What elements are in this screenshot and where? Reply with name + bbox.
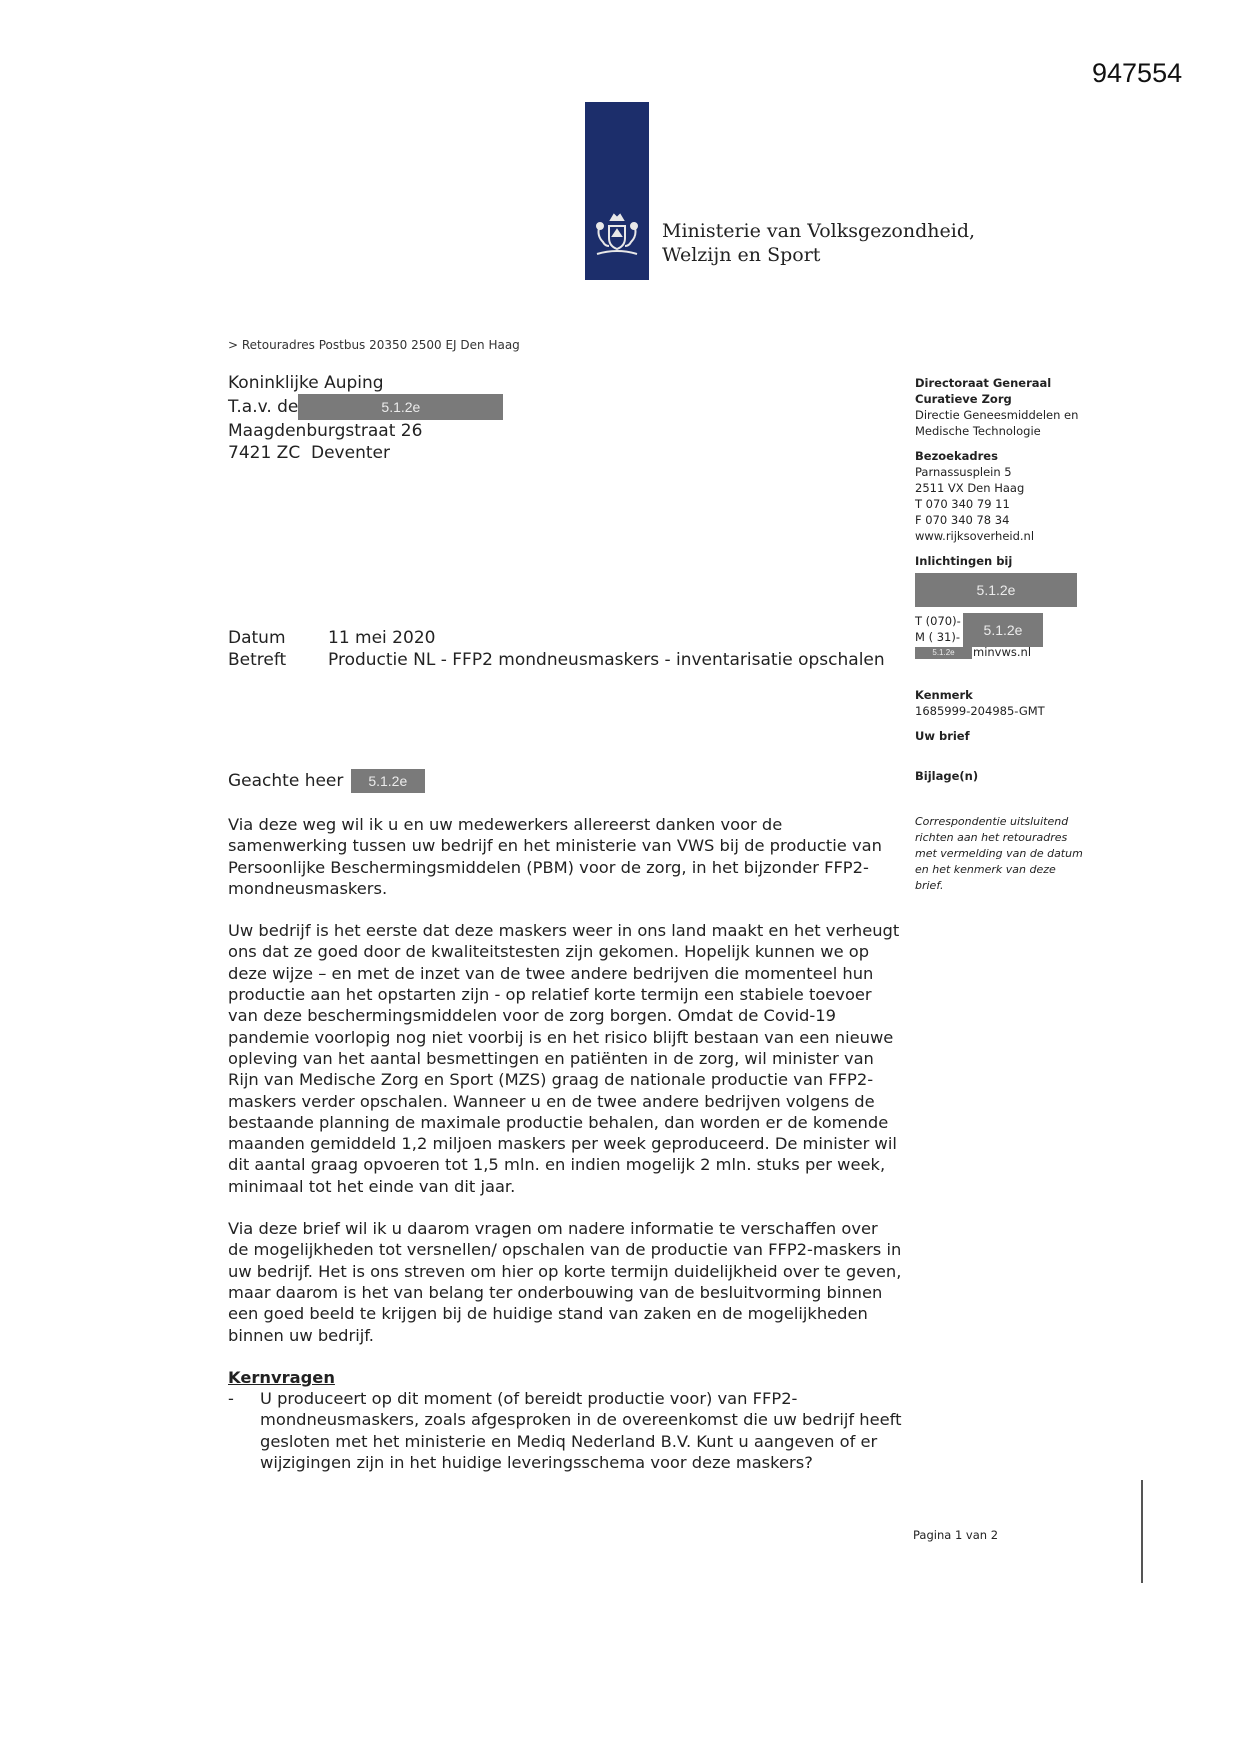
list-item-text: U produceert op dit moment (of bereidt productie voor) van FFP2-mondneusmaskers, zoals afgesproken in de overeenkomst die uw bedrijf heeft gesloten met het ministerie en Mediq Nederland B.V. Kunt u aangeven of er wijzigingen zijn in het huidige leveringsschema voor deze maskers? xyxy=(260,1389,902,1473)
contact-phone-lines xyxy=(915,613,1085,661)
scan-edge-line xyxy=(1141,1480,1143,1583)
website-link[interactable]: www.rijksoverheid.nl xyxy=(915,529,1035,543)
paragraph: Via deze brief wil ik u daarom vragen om nadere informatie te verschaffen over de mogelijkheden tot versnellen/ opschalen van de productie van FFP2-maskers in uw bedrijf. Het is ons streven om hier op korte termijn duidelijkheid over te geven, maar daarom is het van belang ter onderbouwing van de besluitvorming binnen een goed beeld te krijgen bij de huidige stand van zaken en de mogelijkheden binnen uw bedrijf. xyxy=(228,1219,902,1345)
reference-label: Kenmerk xyxy=(915,688,973,702)
visit-phone: T 070 340 79 11 xyxy=(915,497,1010,511)
letter-body xyxy=(228,814,903,1473)
recipient-company: Koninklijke Auping xyxy=(228,373,384,393)
correspondence-notice: Correspondentie uitsluitend richten aan het retouradres met vermelding van de datum en het kenmerk van deze brief. xyxy=(915,815,1083,892)
visit-street: Parnassusplein 5 xyxy=(915,465,1012,479)
letter-meta xyxy=(228,627,888,671)
visit-fax: F 070 340 78 34 xyxy=(915,513,1010,527)
recipient-postcode: 7421 ZC xyxy=(228,443,301,463)
redaction-box: 5.1.2e xyxy=(298,394,503,420)
directorate-line-1: Directie Geneesmiddelen en xyxy=(915,408,1079,422)
visit-address-block xyxy=(915,448,1085,544)
info-label: Inlichtingen bij xyxy=(915,554,1013,568)
page-number: Pagina 1 van 2 xyxy=(913,1528,999,1542)
recipient-city: Deventer xyxy=(311,443,390,463)
phone-m-label: M ( 31)- xyxy=(915,630,960,644)
redaction-box: 5.1.2e xyxy=(351,769,425,793)
salutation xyxy=(228,769,425,793)
dg-line-1: Directoraat Generaal xyxy=(915,376,1052,390)
ministry-name-line-1: Ministerie van Volksgezondheid, xyxy=(662,220,976,242)
attention-prefix: T.a.v. de xyxy=(228,397,299,417)
government-logo xyxy=(585,102,649,280)
recipient-street: Maagdenburgstraat 26 xyxy=(228,421,423,441)
directorate-line-2: Medische Technologie xyxy=(915,424,1041,438)
reference-value: 1685999-204985-GMT xyxy=(915,704,1045,718)
subject-label: Betreft xyxy=(228,650,287,670)
redaction-box: 5.1.2e xyxy=(963,613,1043,647)
reference-block xyxy=(915,687,1085,784)
document-number: 947554 xyxy=(1092,58,1183,88)
attachments-label: Bijlage(n) xyxy=(915,769,979,783)
recipient-attention xyxy=(228,394,503,420)
redaction-box: 5.1.2e xyxy=(915,647,972,659)
ministry-name xyxy=(662,219,975,267)
phone-t-label: T (070)- xyxy=(915,614,961,628)
recipient-city-line xyxy=(228,442,503,464)
email-domain: minvws.nl xyxy=(973,645,1032,659)
subject-value: Productie NL - FFP2 mondneusmaskers - inventarisatie opschalen xyxy=(328,650,885,670)
directorate-block xyxy=(915,375,1085,439)
section-heading: Kernvragen xyxy=(228,1367,335,1387)
date-label: Datum xyxy=(228,628,286,648)
redaction-box: 5.1.2e xyxy=(915,573,1077,607)
salutation-text: Geachte heer xyxy=(228,771,344,791)
sender-sidebar xyxy=(915,375,1085,894)
visit-city: 2511 VX Den Haag xyxy=(915,481,1025,495)
coat-of-arms-icon xyxy=(591,210,643,262)
visit-address-label: Bezoekadres xyxy=(915,449,998,463)
list-item xyxy=(228,1388,903,1473)
dg-line-2: Curatieve Zorg xyxy=(915,392,1012,406)
recipient-address xyxy=(228,372,503,464)
subject-row xyxy=(228,649,888,671)
ministry-name-line-2: Welzijn en Sport xyxy=(662,244,821,266)
paragraph: Via deze weg wil ik u en uw medewerkers allereerst danken voor de samenwerking tussen uw bedrijf en het ministerie van VWS bij de productie van Persoonlijke Beschermingsmiddelen (PBM) voor de zorg, in het bijzonder FFP2-mondneusmaskers. xyxy=(228,815,882,898)
return-address: > Retouradres Postbus 20350 2500 EJ Den Haag xyxy=(228,338,520,352)
date-row xyxy=(228,627,888,649)
paragraph: Uw bedrijf is het eerste dat deze maskers weer in ons land maakt en het verheugt ons dat ze goed door de kwaliteitstesten zijn gekomen. Hopelijk kunnen we op deze wijze – en met de inzet van de twee andere bedrijven die momenteel hun productie aan het opstarten zijn - op relatief korte termijn een stabiele toevoer van deze beschermingsmiddelen voor de zorg borgen. Omdat de Covid-19 pandemie voorlopig nog niet voorbij is en het risico blijft bestaan van een nieuwe opleving van het aantal besmettingen en patiënten in de zorg, wil minister van Rijn van Medische Zorg en Sport (MZS) graag de nationale productie van FFP2-maskers verder opschalen. Wanneer u en de twee andere bedrijven volgens de bestaande planning de maximale productie behalen, dan worden er de komende maanden gemiddeld 1,2 miljoen maskers per week geproduceerd. De minister wil dit aantal graag opvoeren tot 1,5 mln. en indien mogelijk 2 mln. stuks per week, minimaal tot het einde van dit jaar. xyxy=(228,921,900,1196)
bullet-dash: - xyxy=(228,1389,234,1409)
your-letter-label: Uw brief xyxy=(915,729,970,743)
date-value: 11 mei 2020 xyxy=(328,628,436,648)
contact-block xyxy=(915,553,1085,661)
